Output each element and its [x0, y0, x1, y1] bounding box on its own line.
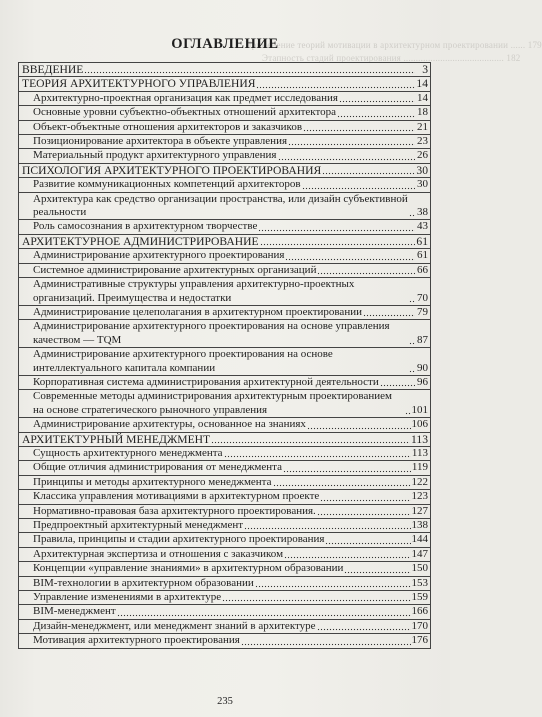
dot-leader	[258, 223, 415, 232]
dot-leader	[283, 464, 411, 473]
bleed-through-text-2: Этапность стадий проектирования ......................................... 182	[262, 53, 521, 63]
toc-entry-page: 176	[411, 634, 428, 647]
toc-entry-title: Современные методы администрирования архитектурным проектированием на основе стратегического рыночного управления	[33, 390, 392, 416]
toc-entry-title: Архитектура как средство организации пространства, или дизайн субъективной реальности	[33, 192, 408, 219]
toc-entry-page: 150	[411, 562, 428, 575]
dot-leader	[405, 406, 411, 415]
dot-leader	[409, 208, 415, 217]
toc-entry	[19, 490, 431, 504]
toc-entry-title: Корпоративная система администрирования архитектурной деятельности	[33, 375, 379, 388]
toc-entry-title: Управление изменениями в архитектуре	[33, 591, 222, 604]
toc-entry-title: АРХИТЕКТУРНЫЙ МЕНЕДЖМЕНТ	[22, 432, 211, 446]
page-title: ОГЛАВЛЕНИЕ	[171, 36, 279, 52]
dot-leader	[244, 521, 410, 530]
bleed-through-text-1: Применение теорий мотивации в архитектурном проектировании ...... 179	[245, 40, 542, 50]
toc-entry-page: 159	[411, 591, 428, 604]
toc-entry-title: Принципы и методы архитектурного менеджмента	[33, 475, 272, 488]
toc-entry-title: Предпроектный архитектурный менеджмент	[33, 519, 244, 531]
toc-entry-page: 61	[417, 249, 428, 262]
toc-entry-title: Общие отличия администрирования от менеджмента	[33, 461, 282, 474]
dot-leader	[322, 166, 415, 175]
toc-entry	[19, 533, 431, 547]
toc-entry	[19, 278, 431, 306]
toc-entry-page: 30	[416, 163, 428, 177]
page-number: 235	[217, 696, 233, 707]
toc-entry-title: Администрирование целеполагания в архитектурном проектировании	[33, 305, 362, 318]
toc-section-entry	[19, 77, 431, 91]
toc-entry-page: 38	[417, 206, 428, 219]
toc-entry-page: 166	[411, 605, 428, 618]
toc-entry	[19, 605, 431, 619]
toc-entry	[19, 348, 431, 376]
toc-entry	[19, 92, 431, 106]
toc-entry-title: Развитие коммуникационных компетенций архитекторов	[33, 178, 301, 191]
toc-entry-title: Правила, принципы и стадии архитектурного проектирования	[33, 533, 325, 546]
toc-entry-page: 113	[411, 432, 428, 446]
dot-leader	[278, 152, 416, 161]
toc-entry-page: 106	[411, 418, 428, 431]
toc-entry-title: АРХИТЕКТУРНОЕ АДМИНИСТРИРОВАНИЕ	[22, 234, 259, 248]
dot-leader	[317, 266, 415, 275]
dot-leader	[224, 449, 411, 458]
toc-entry-page: 96	[417, 375, 428, 388]
toc-entry-page: 122	[411, 475, 428, 488]
dot-leader	[84, 65, 415, 74]
toc-entry-page: 43	[417, 220, 428, 233]
toc-entry	[19, 577, 431, 591]
dot-leader	[409, 364, 415, 373]
toc-entry-title: Позиционирование архитектора в объекте управления	[33, 135, 288, 148]
dot-leader	[241, 637, 411, 646]
toc-entry-page: 21	[417, 120, 428, 133]
toc-entry-page: 14	[417, 91, 428, 104]
toc-entry	[19, 418, 431, 432]
dot-leader	[302, 181, 415, 190]
dot-leader	[363, 308, 415, 317]
dot-leader	[303, 123, 415, 132]
toc-entry-title: Сущность архитектурного менеджмента	[33, 446, 223, 459]
toc-entry-title: Архитектурно-проектная организация как предмет исследования	[33, 91, 338, 104]
toc-entry-title: Администрирование архитектуры, основанное на знаниях	[33, 418, 306, 431]
dot-leader	[260, 237, 415, 246]
toc-entry	[19, 306, 431, 320]
toc-entry	[19, 249, 431, 263]
dot-leader	[284, 550, 410, 559]
dot-leader	[288, 137, 415, 146]
toc-section-entry	[19, 164, 431, 178]
toc-entry-title: Материальный продукт архитектурного управления	[33, 149, 277, 162]
toc-entry-title: Дизайн-менеджмент, или менеджмент знаний в архитектуре	[33, 619, 316, 632]
toc-entry-page: 153	[411, 576, 428, 589]
toc-section-entry	[19, 63, 431, 77]
dot-leader	[344, 565, 410, 574]
toc-entry	[19, 591, 431, 605]
toc-entry	[19, 135, 431, 149]
toc-entry	[19, 461, 431, 475]
toc-entry	[19, 220, 431, 234]
dot-leader	[117, 608, 411, 617]
toc-entry-title: BIM-менеджмент	[33, 605, 116, 618]
toc-entry-page: 119	[411, 461, 428, 474]
toc-entry-page: 18	[417, 106, 428, 119]
toc-entry-page: 66	[417, 263, 428, 276]
toc-entry-title: Административные структуры управления архитектурно-проектных организаций. Преимущества и недостатки	[33, 278, 355, 304]
toc-entry	[19, 106, 431, 120]
toc-entry-page: 61	[416, 234, 428, 248]
toc-entry-title: Объект-объектные отношения архитекторов и заказчиков	[33, 120, 303, 133]
toc-entry-page: 14	[416, 77, 428, 91]
dot-leader	[337, 109, 415, 118]
dot-leader	[285, 252, 415, 261]
toc-entry	[19, 390, 431, 418]
toc-section-entry	[19, 433, 431, 447]
toc-entry	[19, 121, 431, 135]
toc-entry-page: 79	[417, 305, 428, 318]
dot-leader	[317, 507, 411, 516]
toc-entry-page: 144	[411, 533, 428, 546]
table-of-contents	[18, 62, 431, 649]
toc-entry-title: Классика управления мотивациями в архитектурном проекте	[33, 490, 320, 503]
toc-entry-page: 127	[411, 504, 428, 517]
dot-leader	[320, 493, 410, 502]
toc-entry-page: 138	[411, 519, 428, 531]
dot-leader	[256, 80, 415, 89]
toc-section-entry	[19, 235, 431, 249]
toc-entry-title: Администрирование архитектурного проектирования на основе управления качеством — TQM	[33, 320, 390, 346]
toc-entry	[19, 149, 431, 163]
toc-entry-page: 113	[411, 446, 428, 459]
dot-leader	[317, 622, 411, 631]
toc-entry	[19, 548, 431, 562]
toc-entry-page: 147	[411, 547, 428, 560]
toc-entry-title: Системное администрирование архитектурных организаций	[33, 263, 317, 276]
toc-entry-title: BIM-технологии в архитектурном образовании	[33, 576, 254, 589]
dot-leader	[409, 294, 415, 303]
toc-entry-page: 3	[422, 63, 428, 76]
toc-entry-title: Администрирование архитектурного проектирования	[33, 249, 285, 262]
toc-entry	[19, 193, 431, 221]
toc-entry-title: Нормативно-правовая база архитектурного проектирования.	[33, 504, 316, 517]
toc-entry-title: Основные уровни субъектно-объектных отношений архитектора	[33, 106, 337, 119]
dot-leader	[325, 536, 410, 545]
toc-entry-title: Администрирование архитектурного проектирования на основе интеллектуального капитала компании	[33, 348, 333, 374]
toc-entry-title: Концепции «управление знаниями» в архитектурном образовании	[33, 562, 344, 575]
toc-entry-page: 87	[417, 333, 428, 346]
toc-entry	[19, 562, 431, 576]
dot-leader	[222, 593, 410, 602]
dot-leader	[273, 478, 411, 487]
dot-leader	[255, 579, 411, 588]
toc-entry	[19, 476, 431, 490]
toc-entry-page: 26	[417, 149, 428, 162]
toc-entry-page: 23	[417, 135, 428, 148]
toc-entry-title: Роль самосознания в архитектурном творчестве	[33, 220, 258, 233]
toc-entry-title: Мотивация архитектурного проектирования	[33, 634, 240, 647]
toc-entry	[19, 178, 431, 192]
toc-entry-page: 123	[411, 490, 428, 503]
toc-entry	[19, 505, 431, 519]
toc-entry-title: ВВЕДЕНИЕ	[22, 63, 84, 76]
toc-entry	[19, 620, 431, 634]
dot-leader	[211, 435, 410, 444]
toc-entry-title: ТЕОРИЯ АРХИТЕКТУРНОГО УПРАВЛЕНИЯ	[22, 77, 256, 91]
toc-entry-page: 30	[417, 178, 428, 191]
toc-entry	[19, 519, 431, 533]
toc-entry	[19, 320, 431, 348]
toc-entry-page: 101	[411, 403, 428, 416]
dot-leader	[409, 336, 415, 345]
toc-entry	[19, 264, 431, 278]
dot-leader	[307, 421, 411, 430]
toc-entry	[19, 376, 431, 390]
toc-entry-title: Архитектурная экспертиза и отношения с заказчиком	[33, 547, 284, 560]
dot-leader	[339, 94, 415, 103]
toc-entry	[19, 447, 431, 461]
toc-entry-page: 170	[411, 619, 428, 632]
toc-entry	[19, 634, 431, 648]
toc-entry-page: 90	[417, 361, 428, 374]
toc-entry-page: 70	[417, 291, 428, 304]
dot-leader	[380, 378, 415, 387]
toc-entry-title: ПСИХОЛОГИЯ АРХИТЕКТУРНОГО ПРОЕКТИРОВАНИЯ	[22, 163, 322, 177]
